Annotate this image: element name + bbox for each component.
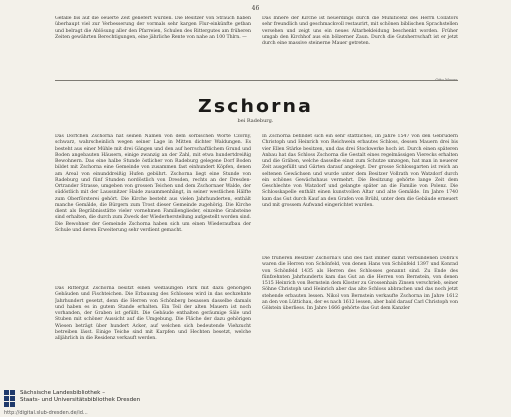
page-subtitle: bei Radeburg. [237, 118, 274, 124]
library-url: http://digital.slub-dresden.de/id... [4, 410, 88, 416]
page-title: Zschorna [198, 96, 313, 117]
section-divider [55, 80, 458, 81]
body-left-paragraph-2: Das Rittergut Zschorna besitzt einen weitläufigen Park mit dazu gehörigen Gebäuden und Fischteichen. Die Erbauung des Schlosses wird in das sechzehnte Jahrhundert gesetzt, denn die Herren von Schönberg besassen dasselbe damals und haben es in gutem Stande erhalten. Ein Teil der alten Mauern ist noch vorhanden, der Graben ist gefüllt. Die Gebäude enthalten geräumige Säle und Stuben mit schöner Aussicht auf die Umgebung. Die Fläche der dazu gehörigen Wiesen beträgt über hundert Acker, auf welchen sich bedeutende Viehzucht betreiben lässt. Einige Teiche sind mit Karpfen und Hechten besetzt, welche alljährlich in die Residenz verkauft werden. [55, 286, 251, 341]
author-initials: Otto Moser. [435, 77, 458, 82]
body-right-column [262, 134, 458, 366]
body-right-paragraph-2: Die früheren Besitzer Zschorna's und des fast immer damit verbundenen Dobra's waren die Herren von Schönfeld, von denen Hans von Schönfeld 1397 und Konrad von Schönfeld 1435 als Herren des Schlosses genannt sind. Zu Ende des fünfzehnten Jahrhunderts kam das Gut an die Herren von Bernstein, von denen 1515 Heinrich von Bernstein dem Kloster zu Grossenhain Zinsen verschrieb, seiner Söhne Christoph und Heinrich aber das alte Schloss abbrachen und das noch jetzt stehende erbauten lessen. Nikol von Bernstein verkaufte Zschorna im Jahre 1612 an den von Lüttichau, der es nach 1612 lessen, aber bald darauf Carl Christoph von Gölstein überliess. Im Jahre 1666 gehörte das Gut dem Kanzler [262, 256, 458, 311]
slub-logo-icon [4, 390, 16, 412]
top-left-paragraph: Gefälle bis auf die oeuerte Zeit geliefert wurden. Die Besitzer von Strauch haben überhaupt viel zur Verbesserung der vormals sehr kargen Flur-einkünfte getban und belragt die Ablösung aller den Pfarreien, Schulen des Rittergutes am früheren Zeiten gewährten Berechtigungen, eine jährliche Rente von nahe an 100 Thlrn. — [55, 16, 251, 40]
page-number: 46 [251, 5, 260, 12]
top-left-column [55, 16, 251, 74]
library-name-line-1: Sächsische Landesbibliothek – [20, 390, 105, 396]
top-right-column [262, 16, 458, 82]
library-name-line-2: Staats- und Universitätsbibliothek Dresden [20, 397, 141, 403]
library-name [20, 390, 140, 404]
body-left-paragraph-1: Das Dörfchen Zschorna hat seinen Namen von dem sorbischen Worte Czorny, schwarz, wahrscheinlich wegen seiner Lage in Mitten dichter Waldungen. Es besteht aus einer Mühle mit drei Gängen und den auf herrschaftlichem Grund und Boden angebauten Häusern, einige zwanzig an der Zahl, mit etwa hundertdreißig Bewohnern. Das eine halbe Stunde östlicher von Radeburg gelegene Dorf Boden bildet mit Zschorna eine Gemeinde von zusammen fast einhundert Köpfen, denen am Areal von einunddreißig Hufen gebührt. Zschorna liegt eine Stunde von Radeburg und fünf Stunden nordöstlich von Dresden, rechts an der Dresden-Ortrander Strasse, umgeben von grossen Teichen und dem Zschornaer Walde, der südöstlich mit der Laussnitzer Haide zusammenhängt, in seiner westlichen Hälfte zum Oberförsterei gehört. Die Kirche besteht aus vielen Jahrhunderten, enthält manche Gemälde, die Bürgern zum Trost dieser Gemeinde zugehörig. Die Kirche dient als Begräbnisstätte vieler vornehmen Familienglieder, einzelne Grabsteine sind erhalten, die durch zum Zweck der Wiederherstellung aufgestellt worden sind. Die Bewohner der Gemeinde Zschorna haben sich um einen Wiederaufbau der Schule und deren Erweiterung sehr verdient gemacht. [55, 134, 251, 233]
body-left-column [55, 134, 251, 366]
top-right-paragraph: Das Innere der Kirche ist neuerdings durch die Munificenz des Herrn Collators sehr freundlich und geschmackvoll restaurirt, mit schönen biblischen Sprachstellen versehen und zeigt uns ein neues Altarbekleidung beschenkt worden. Früher umgab den Kirchhof aus ein bölzerner Zaun. Durch die Gutsherrschaft ist er jetzt durch eine massive steinerne Mauer getreten. [262, 16, 458, 46]
library-stamp [4, 390, 140, 412]
body-right-paragraph-1: In Zschorna befindet sich ein sehr stattliches, im Jahre 1547 von den Gebrüdern Christoph und Heinrich von Reichwein erbautes Schloss, dessen Mauern drei bis vier Ellen Stärke besitzen, und das drei Stockwerke hoch ist. Durch einen späteren Anbau hat das Schloss Zschorna die Gestalt eines regelmässigen Vierecks erhalten und die Gräben, welche dasselbe einst zum Schutze umzogen, hat man in neuerer Zeit ausgefüllt und Gärten darauf angelegt. Der grosse Schlossgarten ist reich an seltenen Gewächsen und wurde unter dem Besitzer Vollrath von Watzdorf durch ein schönes Gewächshaus vermehrt. Die Besitzung gehörte lange Zeit dem Geschlechte von Watzdorf und gelangte später an die Familie von Polenz. Die Schlosskapelle enthält einen kunstvollen Altar und alte Gemälde. Im Jahre 1740 kam das Gut durch Kauf an den Grafen von Brühl, unter dem die Gebäude erneuert und mit grossem Aufwand eingerichtet wurden. [262, 134, 458, 208]
